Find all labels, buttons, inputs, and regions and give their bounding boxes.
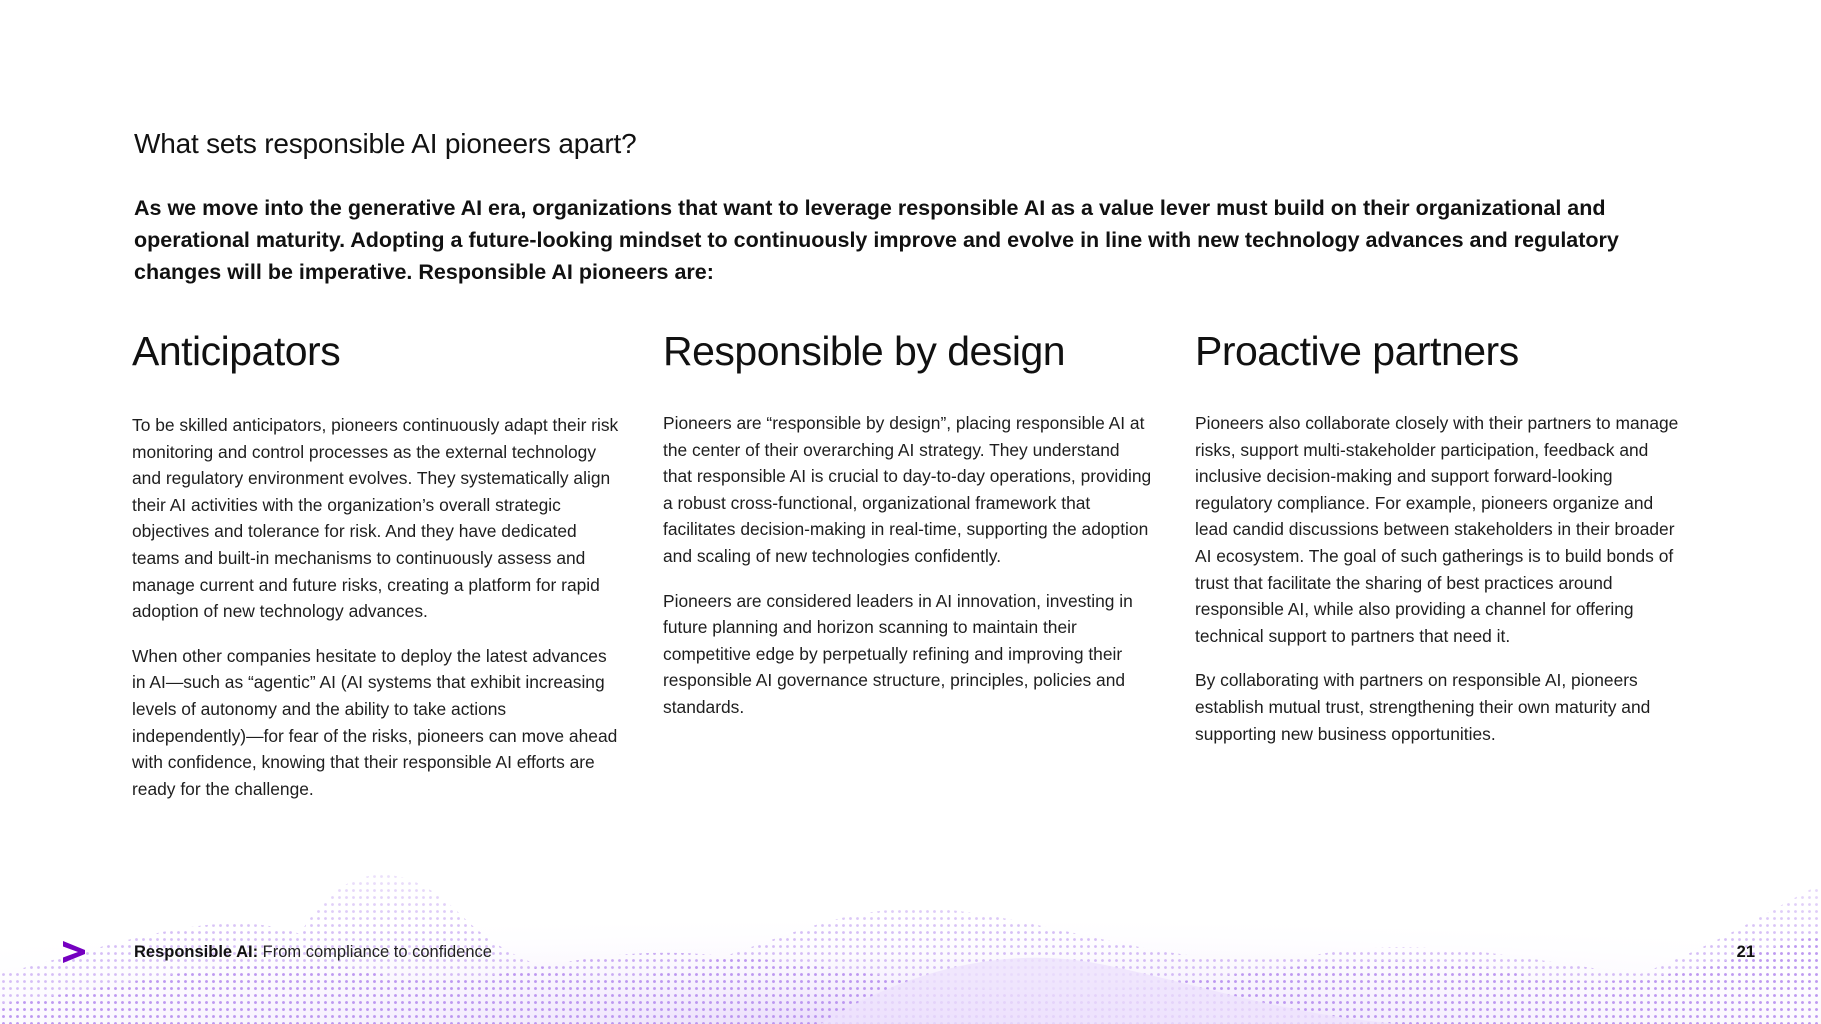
column-paragraph: Pioneers also collaborate closely with their partners to manage risks, support multi-stakeholder participation, feedback and inclusive decision-making and support forward-looking regulatory compliance. For example, pioneers organize and lead candid discussions between stakeholders in their broader AI ecosystem. The goal of such gatherings is to build bonds of trust that facilitate the sharing of best practices around responsible AI, while also providing a channel for offering technical support to partners that need it.	[1195, 413, 1679, 646]
column-paragraph: To be skilled anticipators, pioneers continuously adapt their risk monitoring and control processes as the external technology and regulatory environment evolves. They systematically align their AI activities with the organization’s overall strategic objectives and tolerance for risk. And they have dedicated teams and built-in mechanisms to continuously assess and manage current and future risks, creating a platform for rapid adoption of new technology advances.	[132, 415, 619, 622]
footer-title-bold: Responsible AI:	[134, 943, 259, 961]
accenture-chevron-icon	[60, 938, 88, 966]
column-paragraph: When other companies hesitate to deploy the latest advances in AI—such as “agentic” AI (AI systems that exhibit increasing levels of autonomy and the ability to take actions independently)—for fear of the risks, pioneers can move ahead with confidence, knowing that their responsible AI efforts are ready for the challenge.	[132, 645, 618, 799]
column-paragraph: By collaborating with partners on responsible AI, pioneers establish mutual trust, strengthening their own maturity and supporting new business opportunities.	[1195, 670, 1651, 744]
page-number: 21	[1736, 943, 1755, 961]
column-paragraph: Pioneers are “responsible by design”, placing responsible AI at the center of their overarching AI strategy. They understand that responsible AI is crucial to day-to-day operations, providing a robust cross-functional, organizational framework that facilitates decision-making in real-time, supporting the adoption and scaling of new technologies confidently.	[663, 413, 1152, 566]
column-paragraph: Pioneers are considered leaders in AI innovation, investing in future planning and horizon scanning to maintain their competitive edge by perpetually refining and improving their responsible AI governance structure, principles, policies and standards.	[663, 590, 1133, 717]
column-anticipators	[132, 326, 622, 820]
column-responsible-by-design	[663, 326, 1153, 739]
decorative-wave-background	[0, 824, 1821, 1024]
column-title: Anticipators	[132, 328, 341, 374]
column-proactive-partners	[1195, 326, 1685, 765]
column-title: Proactive partners	[1195, 328, 1519, 374]
column-title: Responsible by design	[663, 328, 1066, 374]
footer-document-title	[134, 943, 492, 962]
intro-paragraph: As we move into the generative AI era, organizations that want to leverage responsible AI as a value lever must build on their organizational and operational maturity. Adopting a future-looking mindset to continuously improve and evolve in line with new technology advances and regulatory changes will be imperative. Responsible AI pioneers are:	[134, 196, 1619, 284]
page-heading: What sets responsible AI pioneers apart?	[134, 128, 637, 159]
footer-title-rest: From compliance to confidence	[258, 943, 492, 961]
